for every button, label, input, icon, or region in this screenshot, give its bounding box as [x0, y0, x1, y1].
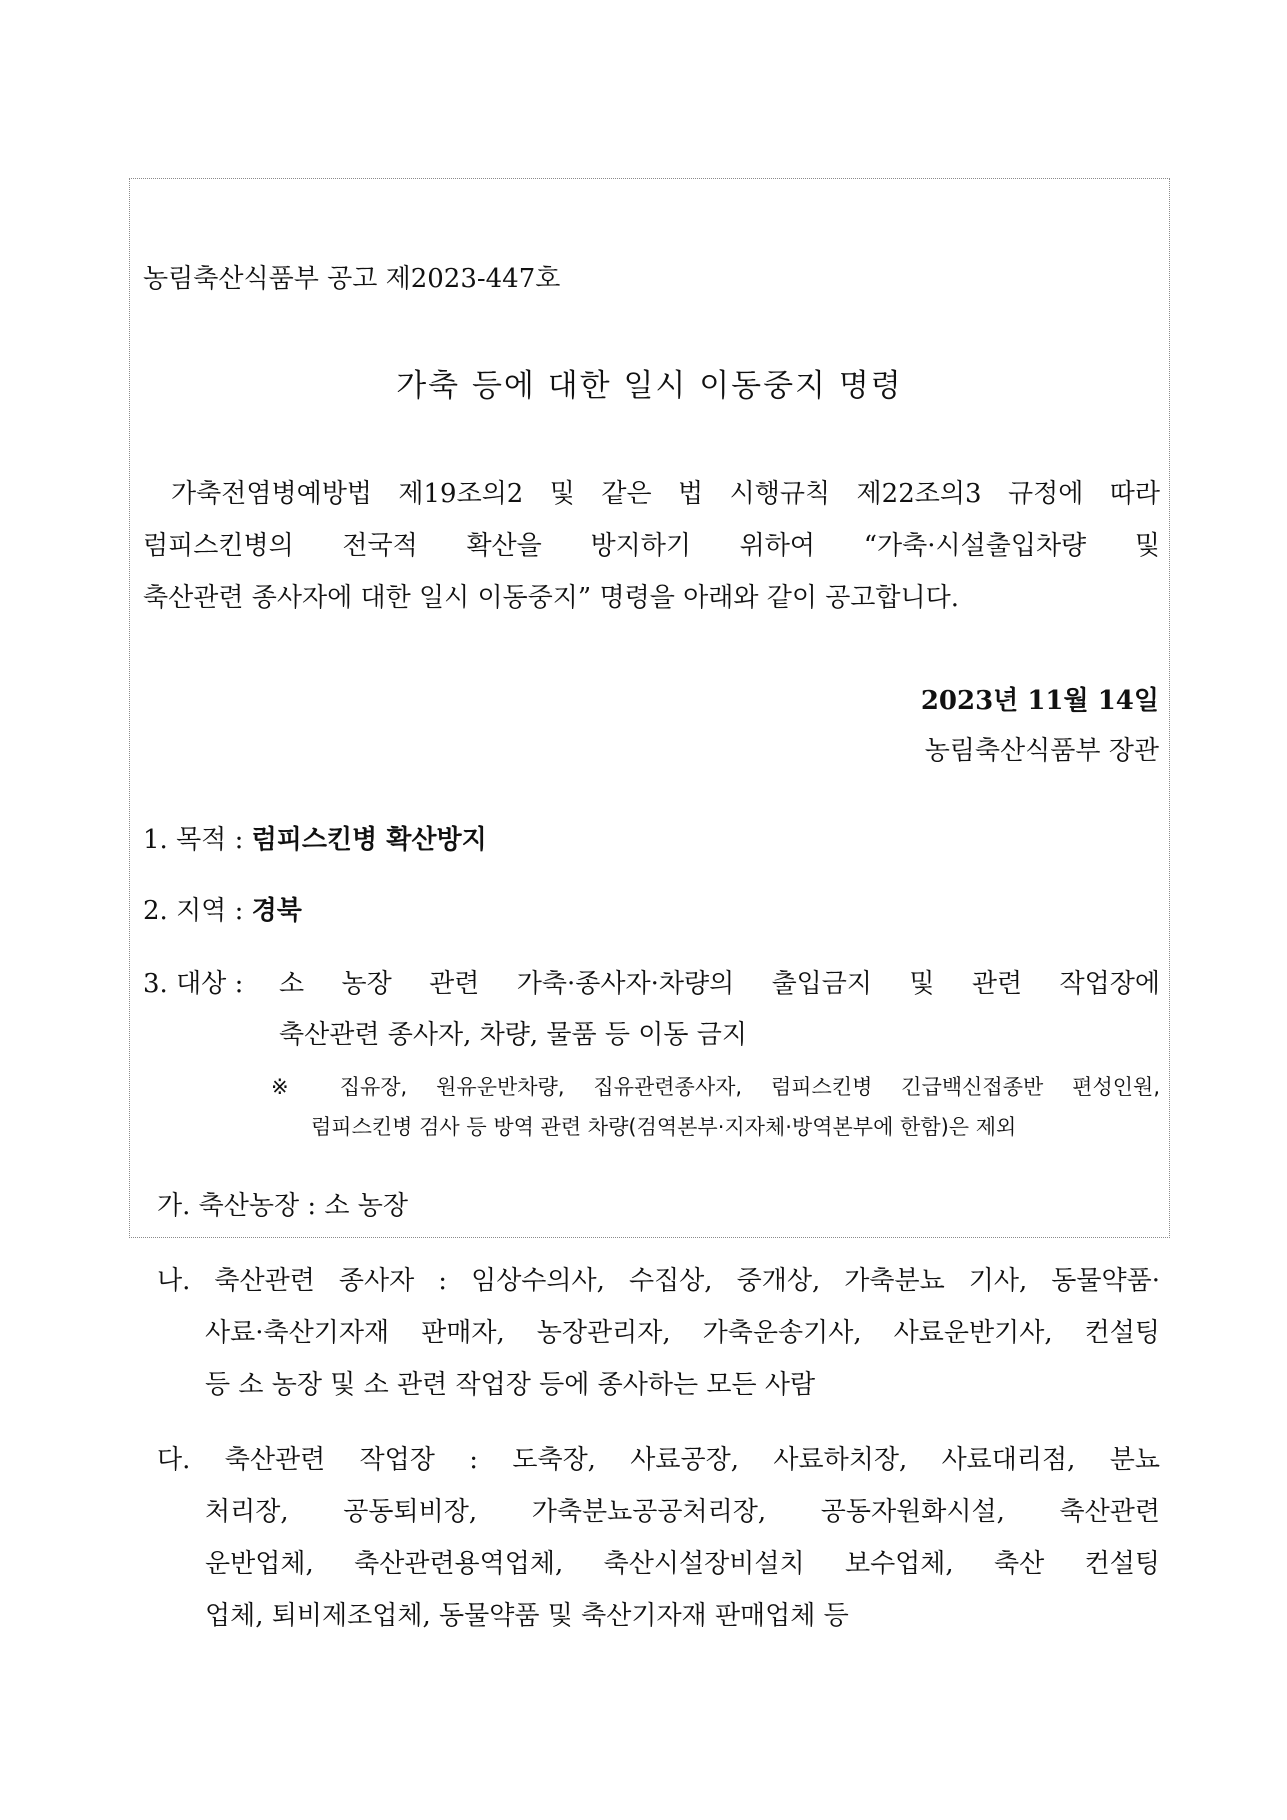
- subitem-workplaces-line-4: 업체, 퇴비제조업체, 동물약품 및 축산기자재 판매업체 등: [205, 1601, 849, 1631]
- item-target-line-1: 소 농장 관련 가축·종사자·차량의 출입금지 및 관련 작업장에: [279, 969, 1160, 999]
- subitem-workplaces-line-2: 처리장, 공동퇴비장, 가축분뇨공공처리장, 공동자원화시설, 축산관련: [205, 1497, 1160, 1527]
- intro-line-1: 가축전염병예방법 제19조의2 및 같은 법 시행규칙 제22조의3 규정에 따라: [171, 479, 1160, 509]
- item-purpose: [143, 823, 487, 857]
- item-target-line-2: 축산관련 종사자, 차량, 물품 등 이동 금지: [279, 1020, 747, 1050]
- item-region: [143, 894, 302, 928]
- exception-note-line-1: ※ 집유장, 원유운반차량, 집유관련종사자, 럼피스킨병 긴급백신접종반 편성인원,: [271, 1075, 1160, 1099]
- item-target-label: 3. 대상 :: [143, 969, 244, 999]
- subitem-workers-line-2: 사료·축산기자재 판매자, 농장관리자, 가축운송기사, 사료운반기사, 컨설팅: [205, 1318, 1160, 1348]
- notice-date: 2023년 11월 14일: [920, 686, 1159, 716]
- item-purpose-value: 럼피스킨병 확산방지: [251, 825, 487, 855]
- document-title: 가축 등에 대한 일시 이동중지 명령: [396, 368, 903, 404]
- exception-note-line-2: 럼피스킨병 검사 등 방역 관련 차량(검역본부·지자체·방역본부에 한함)은 제외: [311, 1115, 1017, 1139]
- intro-line-2: 럼피스킨병의 전국적 확산을 방지하기 위하여 “가축·시설출입차량 및: [143, 531, 1160, 561]
- notice-issuer: 농림축산식품부 장관: [924, 736, 1159, 766]
- notice-number: 농림축산식품부 공고 제2023-447호: [143, 264, 561, 294]
- intro-line-3: 축산관련 종사자에 대한 일시 이동중지” 명령을 아래와 같이 공고합니다.: [143, 583, 960, 613]
- item-region-value: 경북: [251, 896, 302, 926]
- subitem-livestock-farm: 가. 축산농장 : 소 농장: [157, 1191, 409, 1221]
- subitem-workers-line-3: 등 소 농장 및 소 관련 작업장 등에 종사하는 모든 사람: [205, 1370, 816, 1400]
- item-region-label: 2. 지역 :: [143, 896, 252, 926]
- subitem-workplaces-line-1: 다. 축산관련 작업장 : 도축장, 사료공장, 사료하치장, 사료대리점, 분뇨: [157, 1445, 1160, 1475]
- subitem-workplaces-line-3: 운반업체, 축산관련용역업체, 축산시설장비설치 보수업체, 축산 컨설팅: [205, 1549, 1160, 1579]
- subitem-workers-line-1: 나. 축산관련 종사자 : 임상수의사, 수집상, 중개상, 가축분뇨 기사, 동물약품·: [157, 1266, 1160, 1296]
- item-purpose-label: 1. 목적 :: [143, 825, 252, 855]
